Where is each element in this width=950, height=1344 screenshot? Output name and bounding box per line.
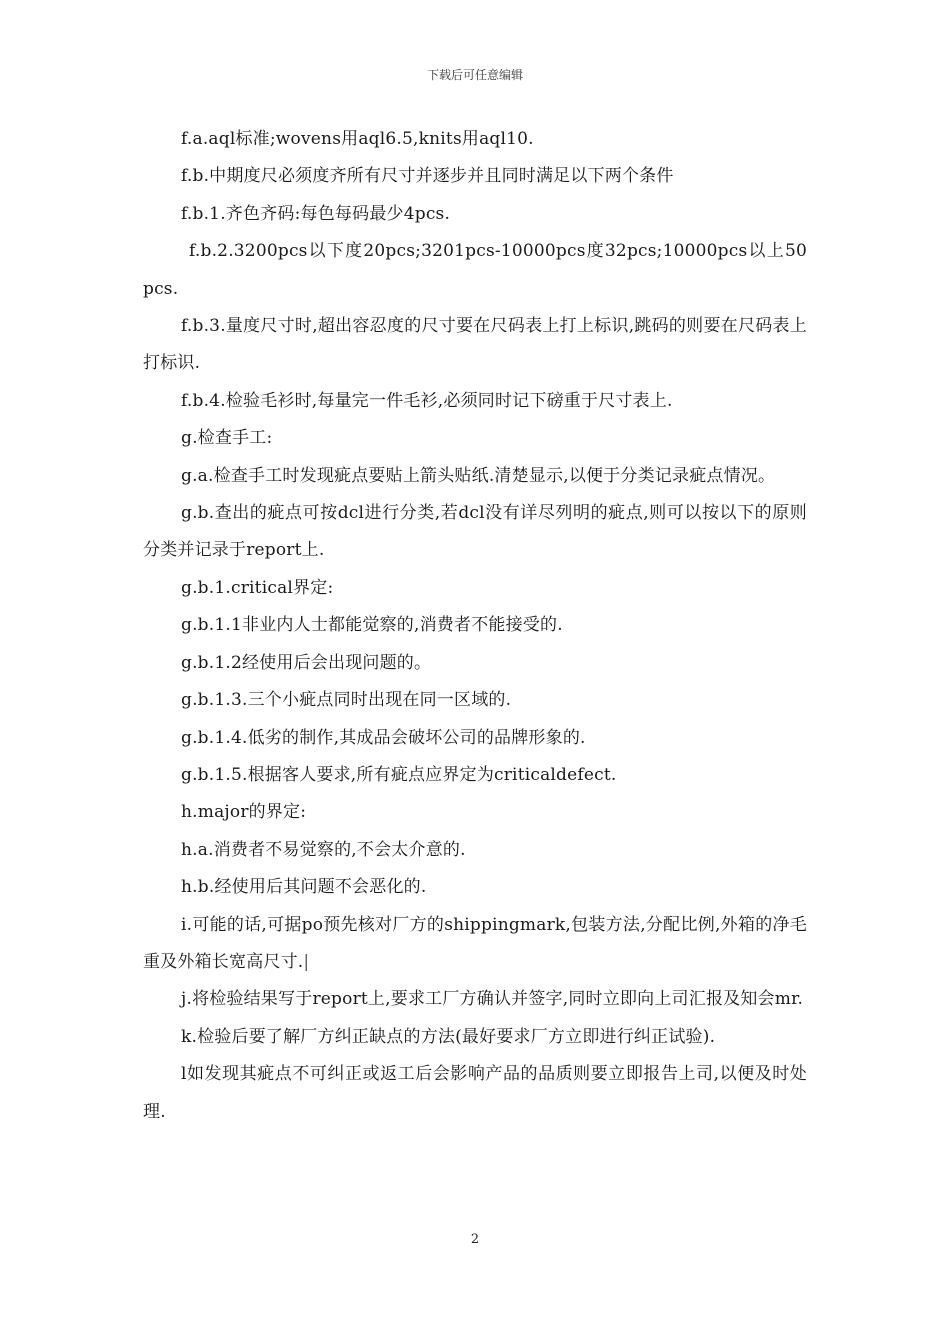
paragraph-h: h.major的界定: [181,802,307,823]
paragraph-h-b: h.b.经使用后其问题不会恶化的. [181,877,427,898]
paragraph-g-a: g.a.检查手工时发现疵点要贴上箭头贴纸.清楚显示,以便于分类记录疵点情况。 [181,465,776,486]
paragraph-f-b-2: f.b.2.3200pcs以下度20pcs;3201pcs-10000pcs度32pcs;10000pcs以上50pcs. [143,241,807,299]
paragraph-i-text: i.可能的话,可据po预先核对厂方的shippingmark,包装方法,分配比例,外箱的净毛重及外箱长宽高尺寸. [143,914,807,972]
paragraph-f-b-1: f.b.1.齐色齐码:每色每码最少4pcs. [181,203,451,224]
paragraph-f-b-4: f.b.4.检验毛衫时,每量完一件毛衫,必须同时记下磅重于尺寸表上. [181,390,673,411]
paragraph-g-b-1-1: g.b.1.1非业内人士都能觉察的,消费者不能接受的. [181,615,563,636]
paragraph-j: j.将检验结果写于report上,要求工厂方确认并签字,同时立即向上司汇报及知会mr. [181,989,804,1010]
text-cursor: | [303,951,310,972]
paragraph-g-b-1: g.b.1.critical界定: [181,577,334,598]
document-body [143,121,807,1131]
paragraph-g-b-1-2: g.b.1.2经使用后会出现问题的。 [181,652,432,673]
paragraph-g-b-1-4: g.b.1.4.低劣的制作,其成品会破坏公司的品牌形象的. [181,727,586,748]
paragraph-h-a: h.a.消费者不易觉察的,不会太介意的. [181,839,466,860]
paragraph-i [143,907,807,982]
paragraph-f-a: f.a.aql标准;wovens用aql6.5,knits用aql10. [181,129,534,149]
paragraph-k: k.检验后要了解厂方纠正缺点的方法(最好要求厂方立即进行纠正试验). [181,1026,716,1047]
paragraph-f-b: f.b.中期度尺必须度齐所有尺寸并逐步并且同时满足以下两个条件 [181,166,674,187]
paragraph-f-b-3: f.b.3.量度尺寸时,超出容忍度的尺寸要在尺码表上打上标识,跳码的则要在尺码表上打标识. [143,316,807,374]
page-header-note: 下载后可任意编辑 [426,68,523,82]
paragraph-g-b-1-3: g.b.1.3.三个小疵点同时出现在同一区域的. [181,690,512,711]
paragraph-g-b-1-5: g.b.1.5.根据客人要求,所有疵点应界定为criticaldefect. [181,764,617,785]
paragraph-l: l如发现其疵点不可纠正或返工后会影响产品的品质则要立即报告上司,以便及时处理. [143,1064,807,1122]
paragraph-g: g.检查手工: [181,428,273,449]
page-number: 2 [470,1232,480,1247]
paragraph-g-b: g.b.查出的疵点可按dcl进行分类,若dcl没有详尽列明的疵点,则可以按以下的原则分类并记录于report上. [143,503,807,561]
